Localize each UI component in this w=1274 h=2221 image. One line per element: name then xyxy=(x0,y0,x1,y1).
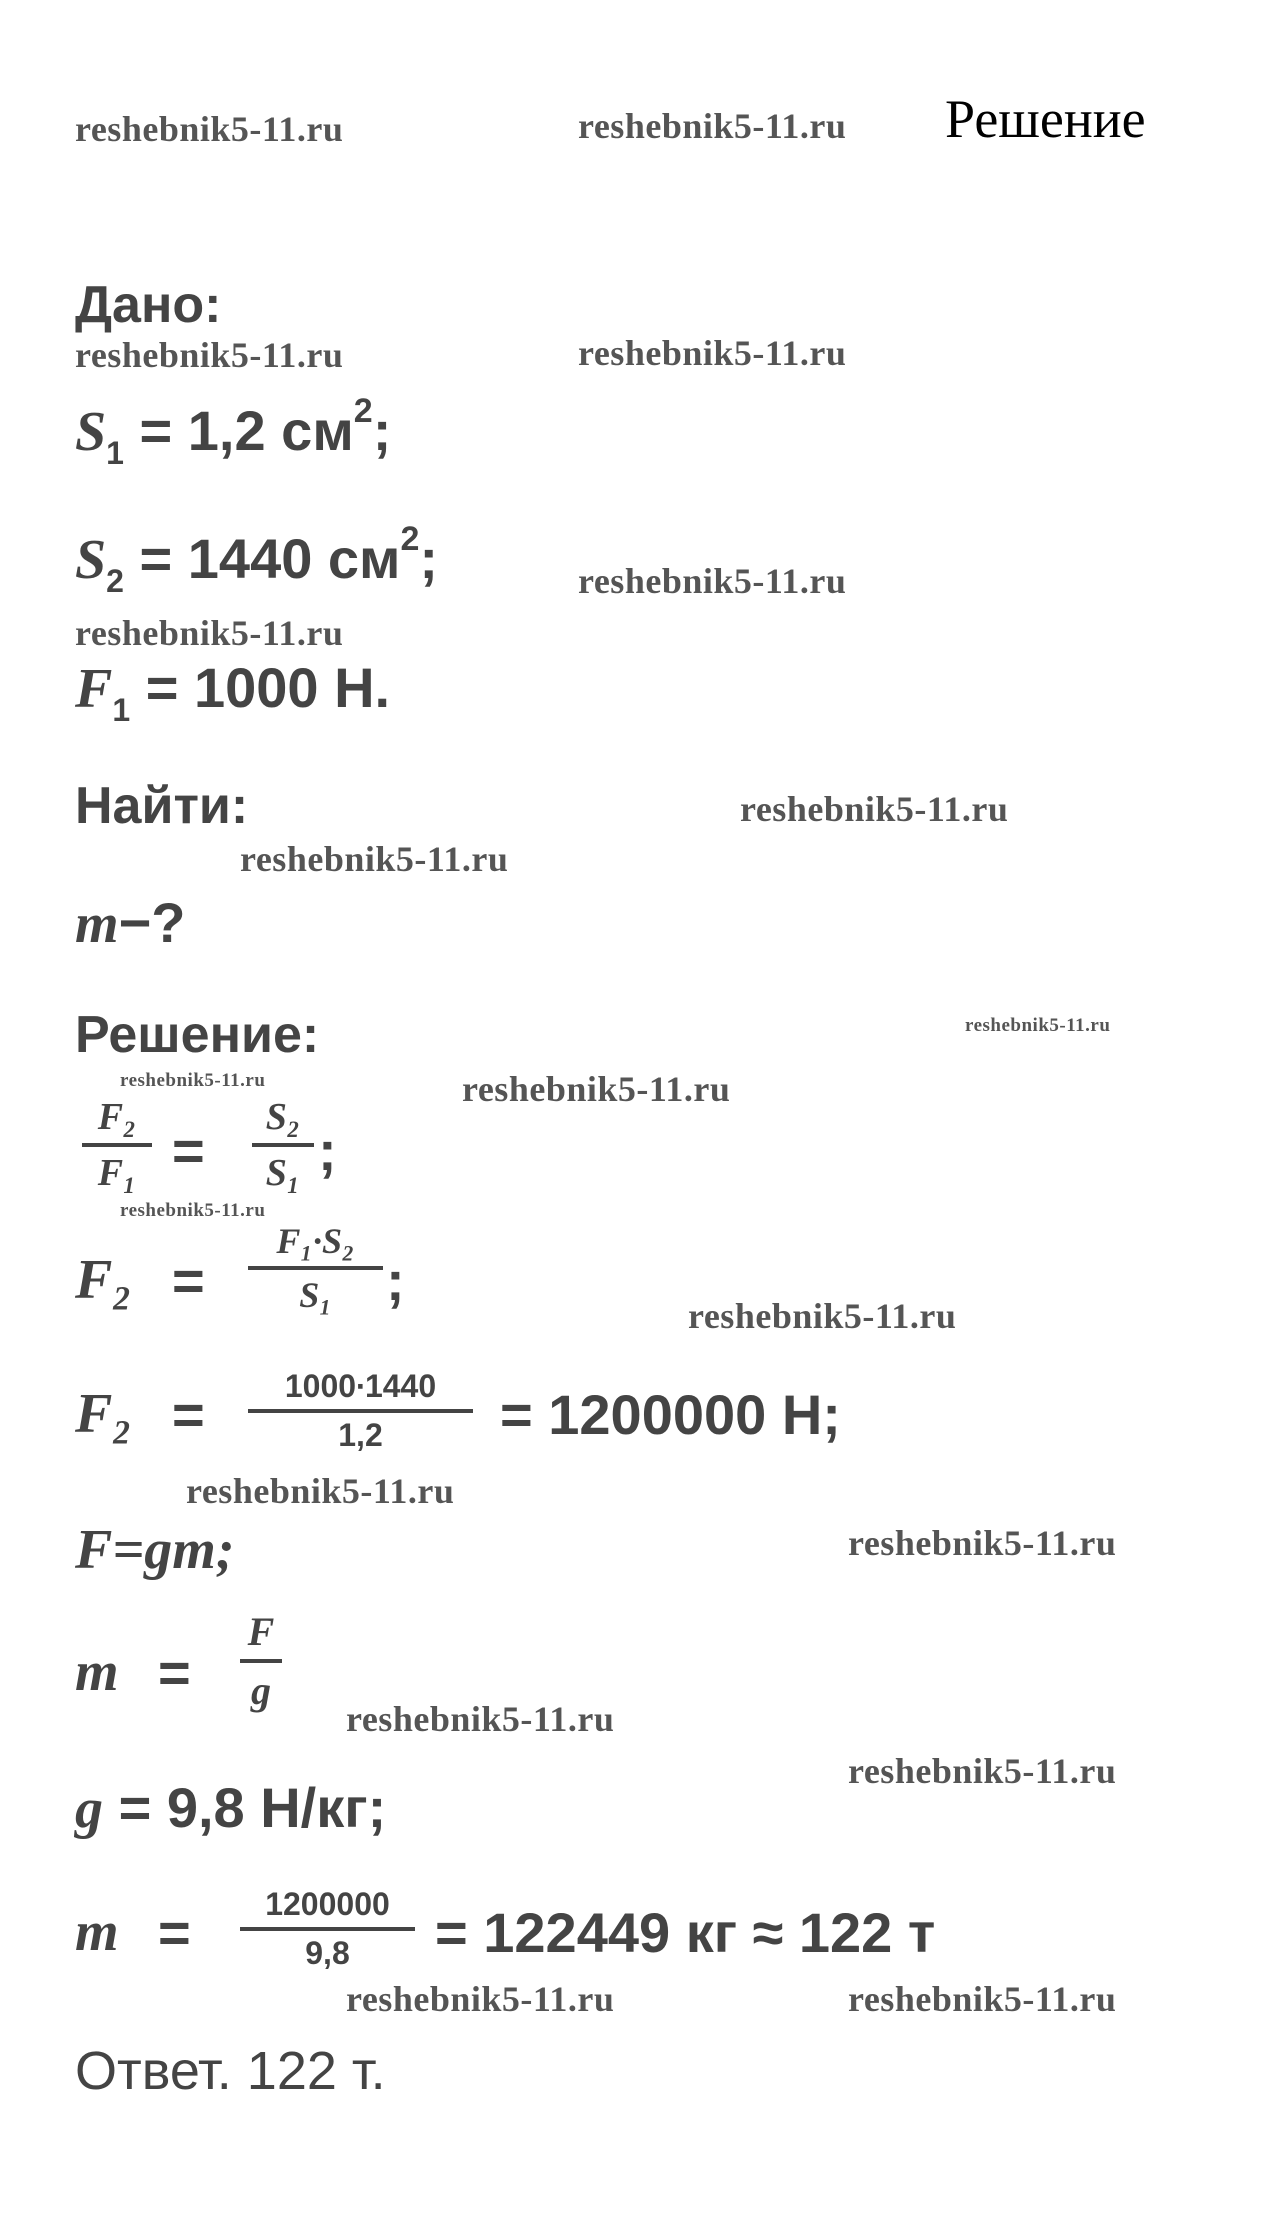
eq6-var: g xyxy=(75,1778,103,1840)
watermark: reshebnik5-11.ru xyxy=(75,613,344,653)
eq2-tail: ; xyxy=(386,1249,405,1312)
eq2-num: F₁∙S₂ xyxy=(276,1221,355,1261)
eq7-lhs: m xyxy=(75,1901,119,1963)
eq1-tail: ; xyxy=(318,1119,337,1182)
watermark: reshebnik5-11.ru xyxy=(578,333,847,373)
eq1-right-num: S₂ xyxy=(265,1096,301,1138)
eq1-right-den: S₁ xyxy=(265,1152,301,1194)
solution-label: Решение: xyxy=(75,1006,320,1064)
watermark: reshebnik5-11.ru xyxy=(75,109,344,149)
eq1-left-fraction xyxy=(82,1095,152,1195)
eq1-left-den: F₁ xyxy=(97,1152,137,1194)
watermark: reshebnik5-11.ru xyxy=(848,1523,1117,1563)
s1-value: = 1,2 см xyxy=(139,399,354,462)
watermark: reshebnik5-11.ru xyxy=(578,561,847,601)
f1-sub: 1 xyxy=(112,692,131,728)
s2-value: = 1440 см xyxy=(139,527,401,590)
eq3-equals: = xyxy=(172,1383,205,1446)
eq5-num: F xyxy=(247,1609,275,1654)
watermark: reshebnik5-11.ru xyxy=(120,1200,266,1221)
watermark: reshebnik5-11.ru xyxy=(740,789,1009,829)
eq7-equals: = xyxy=(158,1901,191,1964)
f1-value: = 1000 Н. xyxy=(145,656,391,719)
eq3-lhs: F₂ xyxy=(75,1383,132,1445)
eq5-den: g xyxy=(251,1668,271,1713)
watermark: reshebnik5-11.ru xyxy=(75,335,344,375)
eq2-den: S₁ xyxy=(299,1275,332,1315)
given-s1 xyxy=(75,392,391,472)
eq7-den: 9,8 xyxy=(305,1935,350,1971)
watermark: reshebnik5-11.ru xyxy=(186,1471,455,1511)
eq1-equals: = xyxy=(172,1119,205,1182)
page-title: Решение xyxy=(945,89,1146,149)
watermark: reshebnik5-11.ru xyxy=(578,106,847,146)
given-s2 xyxy=(75,520,438,600)
given-label: Дано: xyxy=(75,276,222,334)
watermark: reshebnik5-11.ru xyxy=(346,1979,615,2019)
eq6-tail: = 9,8 Н/кг; xyxy=(118,1776,387,1839)
s1-sub: 1 xyxy=(106,435,124,471)
fraction-bar xyxy=(248,1266,383,1270)
watermark: reshebnik5-11.ru xyxy=(848,1979,1117,2019)
watermark: reshebnik5-11.ru xyxy=(120,1070,266,1091)
find-tail: −? xyxy=(118,891,186,954)
find-var: m xyxy=(75,893,119,955)
eq3-den: 1,2 xyxy=(338,1417,383,1453)
eq2-fraction xyxy=(248,1220,383,1316)
answer: Ответ. 122 т. xyxy=(75,2041,386,2101)
eq2-equals: = xyxy=(172,1249,205,1312)
f1-var: F xyxy=(75,658,113,720)
given-f1 xyxy=(75,655,390,729)
watermark: reshebnik5-11.ru xyxy=(346,1699,615,1739)
s1-var: S xyxy=(75,401,107,463)
eq5-lhs: m xyxy=(75,1641,119,1703)
fraction-bar xyxy=(240,1659,282,1663)
eq3-fraction xyxy=(248,1368,473,1454)
eq5-fraction xyxy=(240,1608,282,1714)
fraction-bar xyxy=(248,1409,473,1413)
eq7-num: 1200000 xyxy=(265,1886,390,1922)
watermark: reshebnik5-11.ru xyxy=(240,839,509,879)
eq6 xyxy=(75,1775,386,1841)
s1-tail: ; xyxy=(372,399,392,462)
watermark: reshebnik5-11.ru xyxy=(462,1069,731,1109)
fraction-bar xyxy=(252,1143,314,1147)
s2-var: S xyxy=(75,529,107,591)
eq3-num: 1000∙1440 xyxy=(284,1368,437,1404)
eq2-lhs: F₂ xyxy=(75,1249,132,1311)
s1-sup: 2 xyxy=(353,392,373,430)
fraction-bar xyxy=(240,1927,415,1931)
find-label: Найти: xyxy=(75,777,249,835)
s2-sup: 2 xyxy=(400,520,420,558)
eq7-result: = 122449 кг ≈ 122 т xyxy=(435,1901,936,1964)
watermark: reshebnik5-11.ru xyxy=(848,1751,1117,1791)
eq1-right-fraction xyxy=(252,1095,314,1195)
eq7-fraction xyxy=(240,1886,415,1972)
watermark: reshebnik5-11.ru xyxy=(688,1296,957,1336)
eq3-result: = 1200000 Н; xyxy=(500,1383,841,1446)
eq5-equals: = xyxy=(158,1641,191,1704)
s2-sub: 2 xyxy=(106,563,124,599)
watermark: reshebnik5-11.ru xyxy=(965,1015,1111,1036)
eq1-left-num: F₂ xyxy=(97,1096,137,1138)
find-line xyxy=(75,890,185,956)
fraction-bar xyxy=(82,1143,152,1147)
s2-tail: ; xyxy=(419,527,439,590)
eq4: F=gm; xyxy=(75,1519,235,1581)
